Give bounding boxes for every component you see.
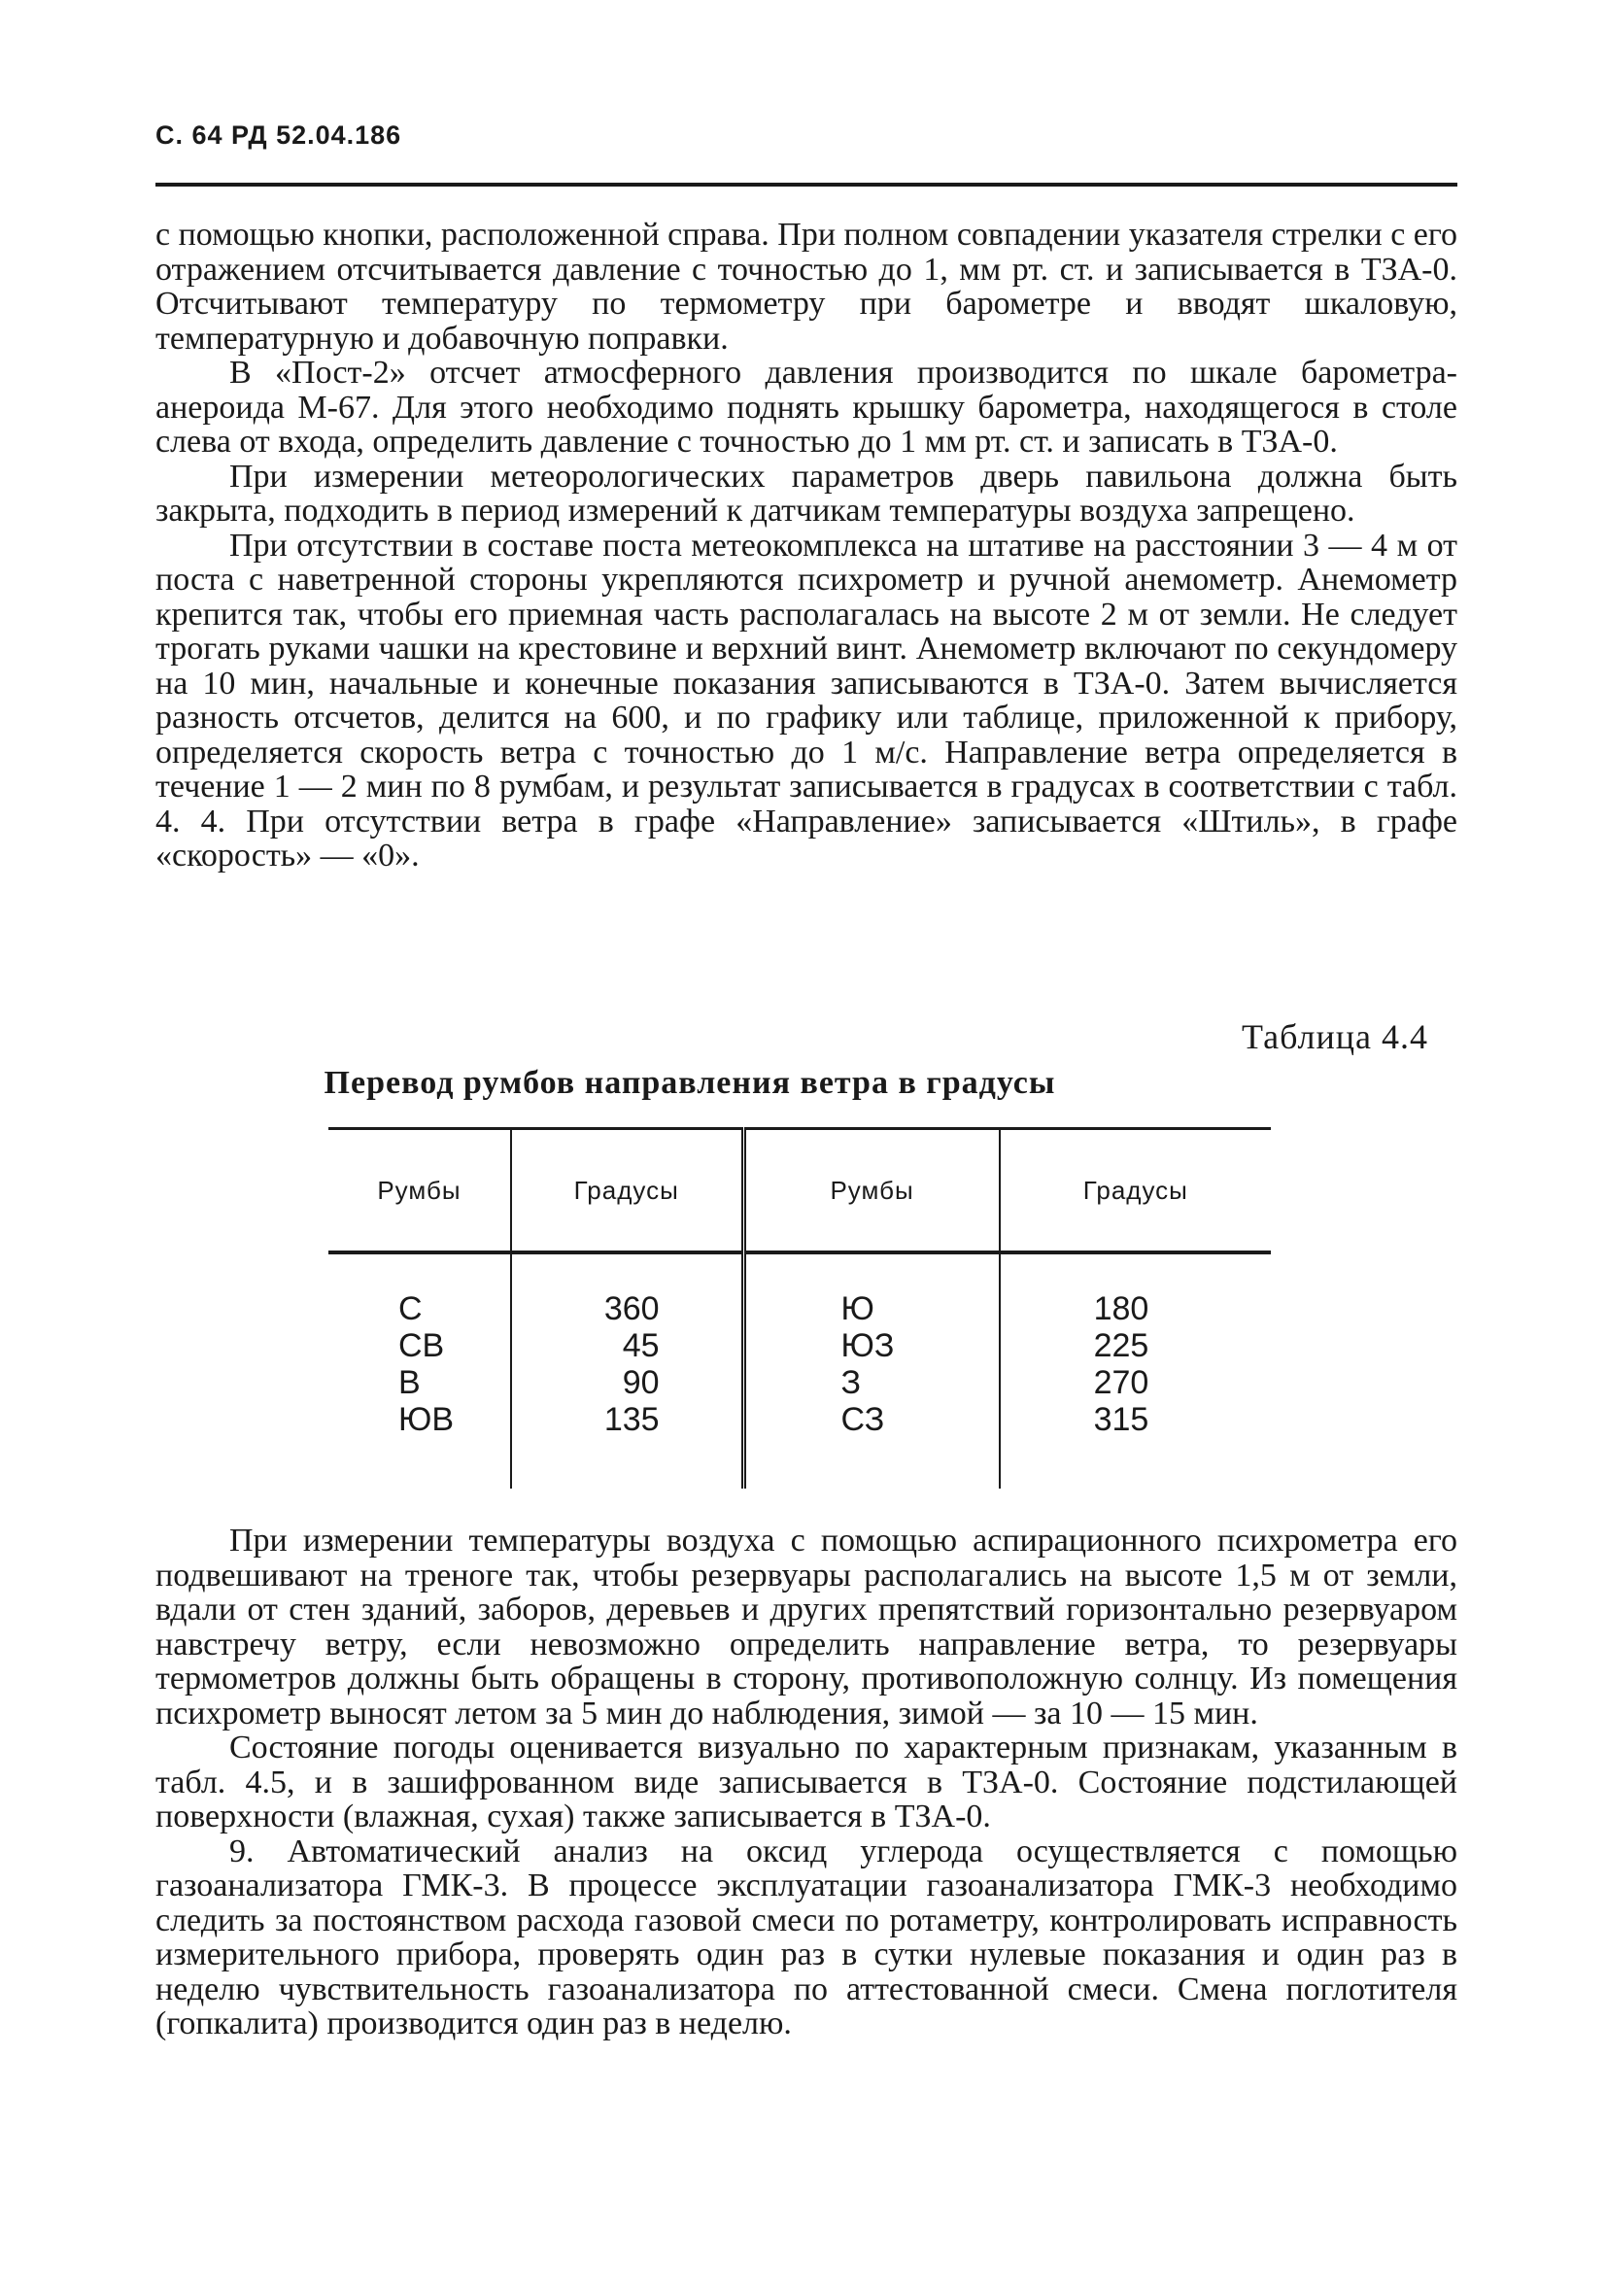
paragraph-3: При измерении метеорологических параметров дверь павильона должна быть закрыта, подходить в период измерений к датчикам температуры воздуха запрещено. — [155, 458, 1457, 529]
table-spacer-row — [328, 1438, 1271, 1489]
table-title: Перевод румбов направления ветра в градусы — [324, 1065, 1056, 1101]
table-cell: 315 — [1093, 1401, 1149, 1438]
table-row — [328, 1252, 1271, 1327]
table-row — [328, 1364, 1271, 1401]
table-cell: В — [328, 1364, 511, 1401]
paragraph-4: При отсутствии в составе поста метеокомплекса на штативе на расстоянии 3 — 4 м от поста с наветренной стороны укрепляются психрометр и ручной анемометр. Анемометр крепится так, чтобы его приемная часть располагалась на высоте 2 м от земли. Не следует трогать руками чашки на крестовине и верхний винт. Анемометр включают по секундомеру на 10 мин, начальные и конечные показания записываются в ТЗА-0. Затем вычисляется разность отсчетов, делится на 600, и по графику или таблице, приложенной к прибору, определяется скорость ветра с точностью до 1 м/с. Направление ветра определяется в течение 1 — 2 мин по 8 румбам, и результат записывается в градусах в соответствии с табл. 4. 4. При отсутствии ветра в графе «Направление» записывается «Штиль», в графе «скорость» — «0». — [155, 527, 1457, 874]
body-text-top — [155, 218, 1457, 874]
table-cell: 360 — [511, 1252, 743, 1327]
header-degrees-1: Градусы — [511, 1129, 743, 1253]
table-cell: Ю — [743, 1252, 1000, 1327]
table-header-row — [328, 1129, 1271, 1253]
document-page — [155, 0, 1457, 2296]
paragraph-1: с помощью кнопки, расположенной справа. При полном совпадении указателя стрелки с его отражением отсчитывается давление с точностью до 1, мм рт. ст. и записывается в ТЗА-0. Отсчитывают температуру по термометру при барометре и вводят шкаловую, температурную и добавочную поправки. — [155, 217, 1457, 357]
page-header: С. 64 РД 52.04.186 — [155, 120, 402, 150]
paragraph-5: При измерении температуры воздуха с помощью аспирационного психрометра его подвешивают на треноге так, чтобы резервуары располагались на высоте 1,5 м от земли, вдали от стен зданий, заборов, деревьев и других препятствий горизонтально резервуаром навстречу ветру, если невозможно определить направление ветра, то резервуары термометров должны быть обращены в сторону, противоположную солнцу. Из помещения психрометр выносят летом за 5 мин до наблюдения, зимой — за 10 — 15 мин. — [155, 1523, 1457, 1731]
table-cell: 45 — [511, 1327, 743, 1364]
table-cell: 225 — [1093, 1327, 1149, 1364]
header-rule — [155, 183, 1457, 187]
paragraph-6: Состояние погоды оценивается визуально по характерным признакам, указанным в табл. 4.5, и в зашифрованном виде записывается в ТЗА-0. Состояние подстилающей поверхности (влажная, сухая) также записывается в ТЗА-0. — [155, 1730, 1457, 1834]
table-cell: З — [743, 1364, 1000, 1401]
paragraph-2: В «Пост-2» отсчет атмосферного давления производится по шкале барометра-анероида М-67. Для этого необходимо поднять крышку барометра, находящегося в столе слева от входа, определить давление с точностью до 1 мм рт. ст. и записать в ТЗА-0. — [155, 355, 1457, 460]
header-degrees-2: Градусы — [1000, 1129, 1271, 1253]
table-cell: 90 — [511, 1364, 743, 1401]
paragraph-7: 9. Автоматический анализ на оксид углерода осуществляется с помощью газоанализатора ГМК-3. В процессе эксплуатации газоанализатора ГМК-3 необходимо следить за постоянством расхода газовой смеси по ротаметру, контролировать исправность измерительного прибора, проверять один раз в сутки нулевые показания и один раз в неделю чувствительность газоанализатора по аттестованной смеси. Смена поглотителя (гопкалита) производится один раз в неделю. — [155, 1833, 1457, 2041]
table-cell: 270 — [1093, 1364, 1149, 1401]
table-row — [328, 1327, 1271, 1364]
table-cell: 135 — [511, 1401, 743, 1438]
table-cell: СВ — [328, 1327, 511, 1364]
table-cell: ЮЗ — [743, 1327, 1000, 1364]
rumb-degrees-table — [328, 1127, 1271, 1489]
header-rumbs-2: Румбы — [743, 1129, 1000, 1253]
body-text-bottom — [155, 1524, 1457, 2041]
header-rumbs-1: Румбы — [328, 1129, 511, 1253]
table-cell: 180 — [1093, 1290, 1149, 1327]
table-cell: ЮВ — [328, 1401, 511, 1438]
table-cell: СЗ — [743, 1401, 1000, 1438]
table-cell: С — [328, 1252, 511, 1327]
table-label: Таблица 4.4 — [1242, 1017, 1428, 1056]
table-row — [328, 1401, 1271, 1438]
